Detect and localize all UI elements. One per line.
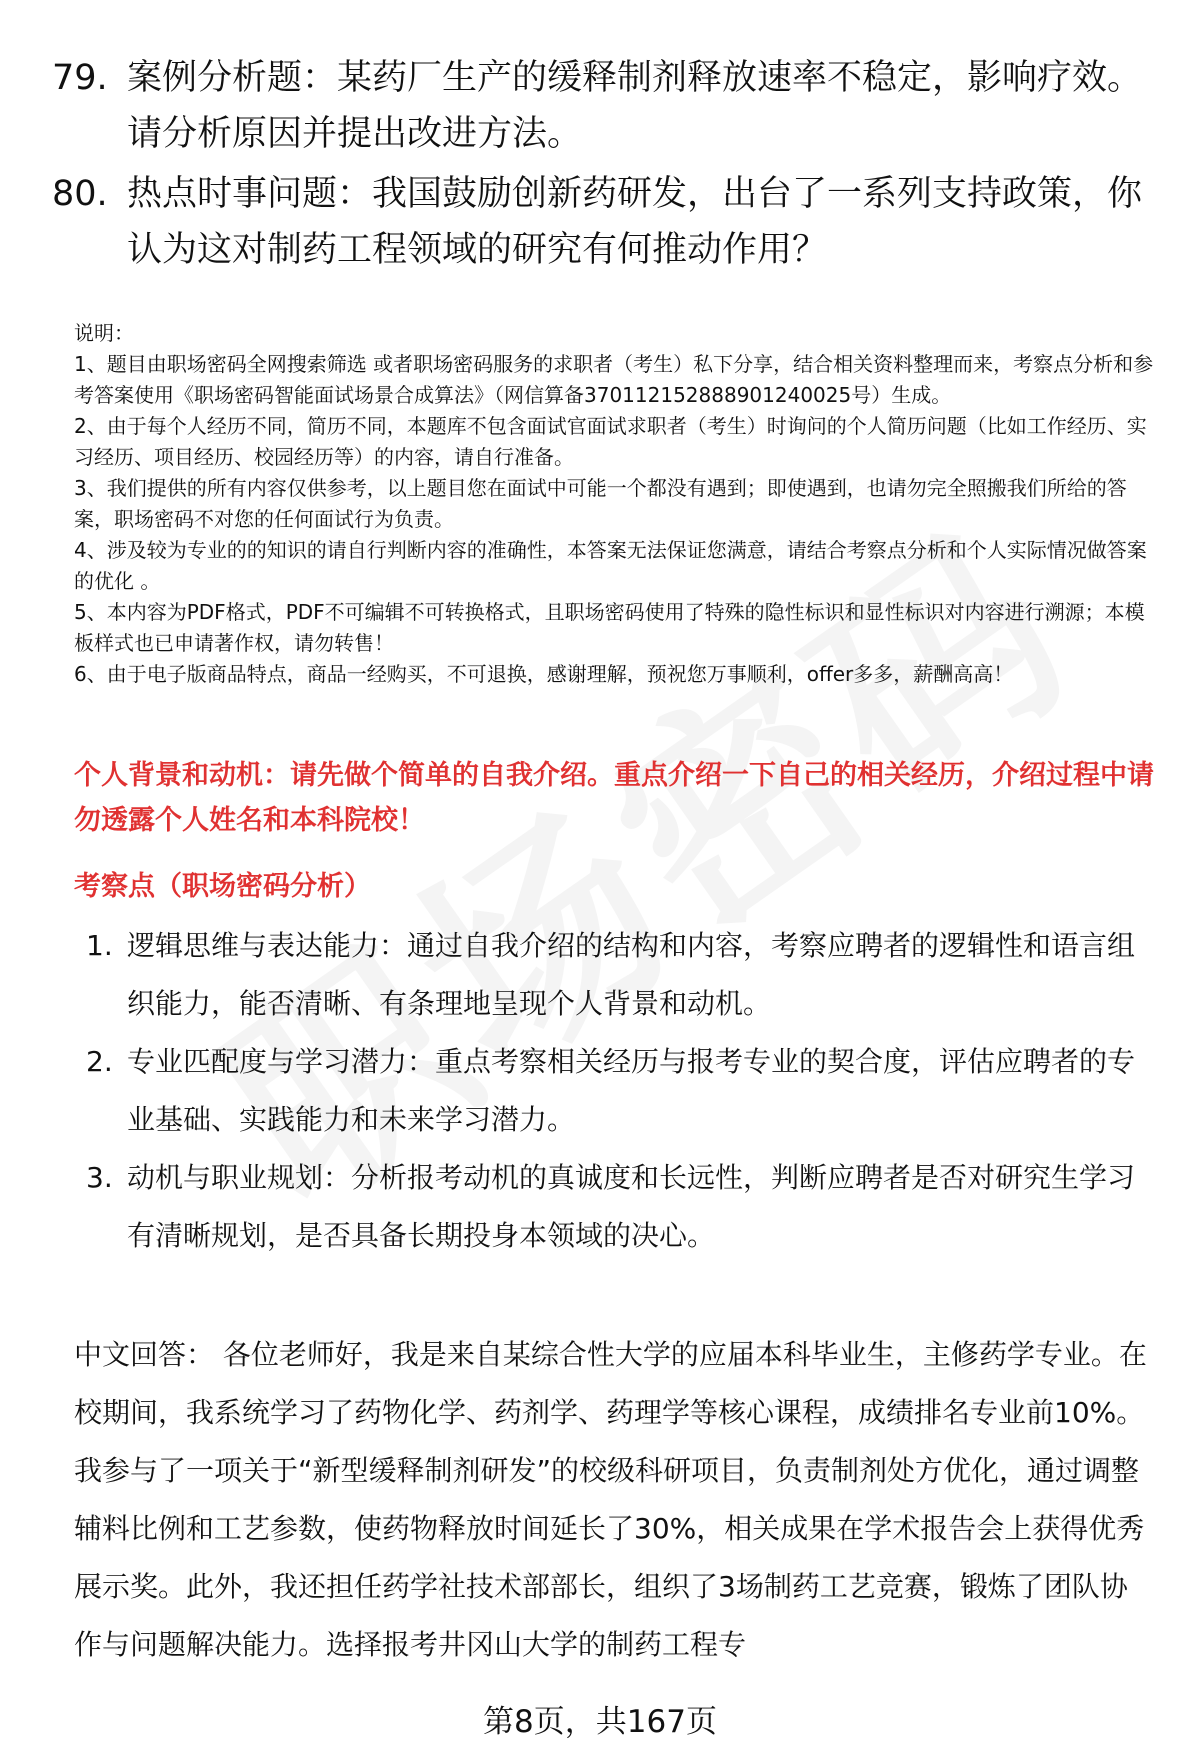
page-footer: 第8页，共167页	[483, 1704, 717, 1740]
question-number: 80.	[52, 174, 108, 214]
question-text: 案例分析题：某药厂生产的缓释制剂释放速率不稳定，影响疗效。请分析原因并提出改进方法。	[127, 58, 1143, 154]
notes-title: 说明：	[74, 321, 134, 345]
note-item: 1、题目由职场密码全网搜索筛选 或者职场密码服务的求职者（考生）私下分享，结合相关资料整理而来，考察点分析和参考答案使用《职场密码智能面试场景合成算法》（网信算备370112152888901240025号）生成。	[74, 352, 1154, 407]
question-text: 热点时事问题：我国鼓励创新药研发，出台了一系列支持政策，你认为这对制药工程领域的研究有何推动作用？	[127, 174, 1143, 270]
question-number: 79.	[52, 58, 108, 98]
note-item: 2、由于每个人经历不同，简历不同，本题库不包含面试官面试求职者（考生）时询问的个人简历问题（比如工作经历、实习经历、项目经历、校园经历等）的内容，请自行准备。	[74, 414, 1147, 469]
interview-question-heading: 个人背景和动机：请先做个简单的自我介绍。重点介绍一下自己的相关经历，介绍过程中请勿透露个人姓名和本科院校！	[74, 760, 1154, 836]
note-item: 5、本内容为PDF格式，PDF不可编辑不可转换格式，且职场密码使用了特殊的隐性标识和显性标识对内容进行溯源；本模板样式也已申请著作权，请勿转售！	[74, 600, 1145, 655]
notes-section	[74, 318, 1164, 690]
analysis-list	[74, 917, 1154, 1265]
note-item: 6、由于电子版商品特点，商品一经购买，不可退换，感谢理解，预祝您万事顺利，offer多多，薪酬高高！	[74, 662, 1014, 686]
analysis-item-number: 3.	[86, 1161, 113, 1194]
note-item: 4、涉及较为专业的的知识的请自行判断内容的准确性，本答案无法保证您满意，请结合考察点分析和个人实际情况做答案的优化 。	[74, 538, 1147, 593]
analysis-item-number: 1.	[86, 929, 113, 962]
analysis-item-text: 动机与职业规划：分析报考动机的真诚度和长远性，判断应聘者是否对研究生学习有清晰规划，是否具备长期投身本领域的决心。	[127, 1161, 1136, 1252]
analysis-item	[74, 917, 1154, 1033]
question-79	[52, 50, 1162, 162]
answer-text: 中文回答： 各位老师好，我是来自某综合性大学的应届本科毕业生，主修药学专业。在校期间，我系统学习了药物化学、药剂学、药理学等核心课程，成绩排名专业前10%。我参与了一项关于“新型缓释制剂研发”的校级科研项目，负责制剂处方优化，通过调整辅料比例和工艺参数，使药物释放时间延长了30%，相关成果在学术报告会上获得优秀展示奖。此外，我还担任药学社技术部部长，组织了3场制药工艺竞赛，锻炼了团队协作与问题解决能力。选择报考井冈山大学的制药工程专	[74, 1338, 1147, 1661]
note-item: 3、我们提供的所有内容仅供参考，以上题目您在面试中可能一个都没有遇到；即使遇到，也请勿完全照搬我们所给的答案，职场密码不对您的任何面试行为负责。	[74, 476, 1127, 531]
analysis-item-text: 逻辑思维与表达能力：通过自我介绍的结构和内容，考察应聘者的逻辑性和语言组织能力，能否清晰、有条理地呈现个人背景和动机。	[127, 929, 1136, 1020]
analysis-item	[74, 1149, 1154, 1265]
analysis-heading: 考察点（职场密码分析）	[74, 871, 371, 902]
analysis-item-number: 2.	[86, 1045, 113, 1078]
question-80	[52, 166, 1162, 278]
analysis-item-text: 专业匹配度与学习潜力：重点考察相关经历与报考专业的契合度，评估应聘者的专业基础、实践能力和未来学习潜力。	[127, 1045, 1136, 1136]
analysis-item	[74, 1033, 1154, 1149]
